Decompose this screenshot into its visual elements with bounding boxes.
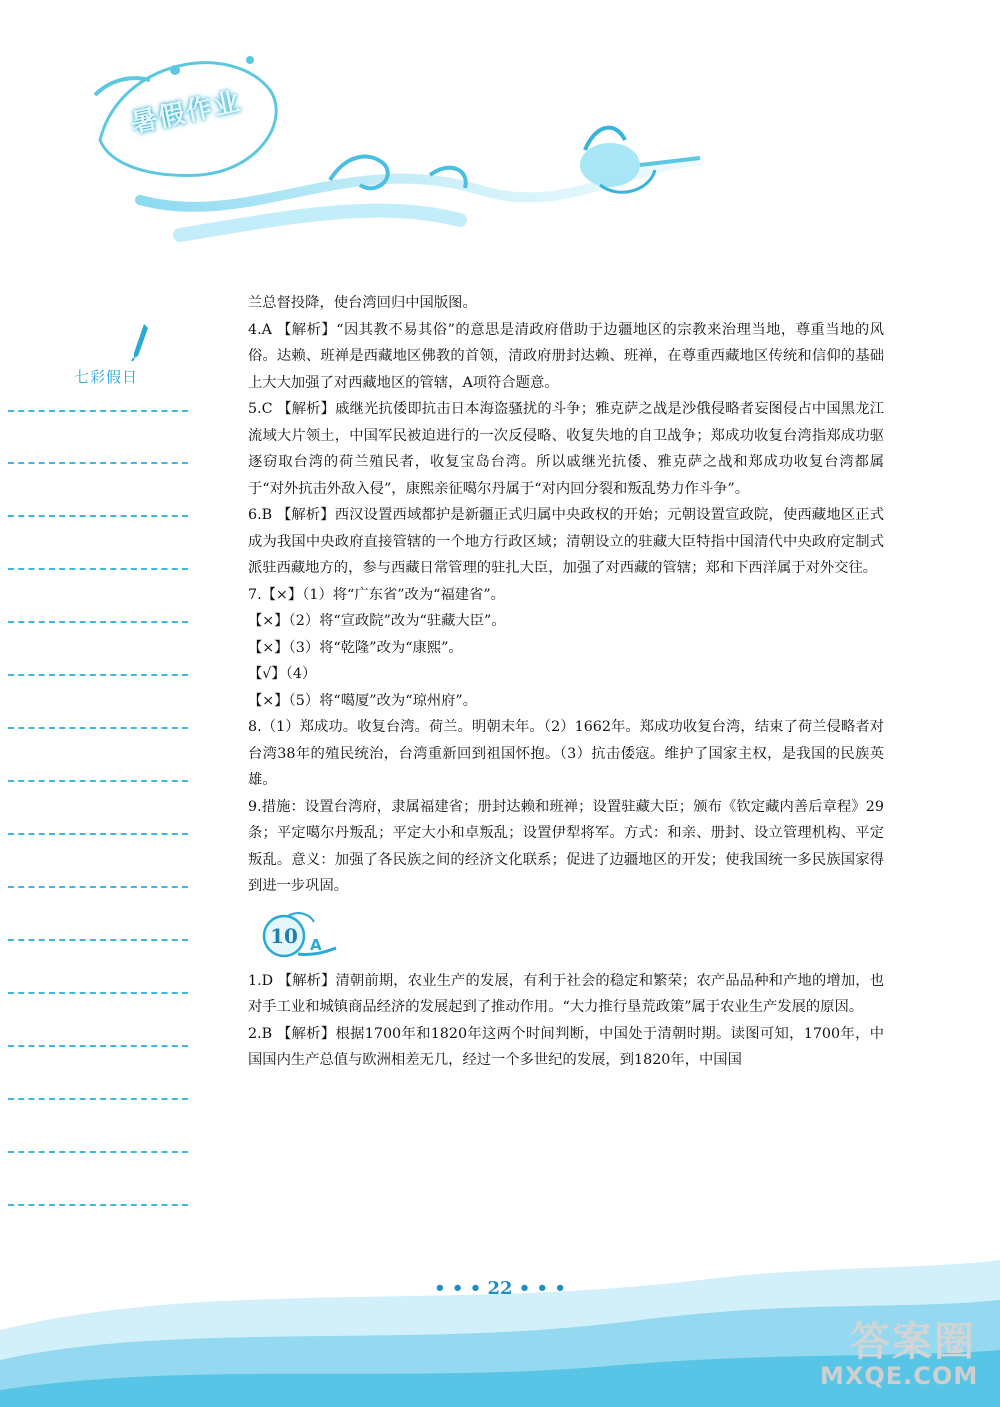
answer-paragraph: 9.措施：设置台湾府，隶属福建省；册封达赖和班禅；设置驻藏大臣；颁布《钦定藏内善后章程》29条；平定噶尔丹叛乱；平定大小和卓叛乱；设置伊犁将军。方式：和亲、册封、设立管理机构、平定叛乱。意义：加强了各民族之间的经济文化联系；促进了边疆地区的开发；使我国统一多民族国家得到进一步巩固。 (248, 798, 884, 894)
note-line (8, 992, 188, 994)
note-line (8, 1204, 188, 1206)
note-line (8, 886, 188, 888)
note-line (8, 462, 188, 464)
answer-paragraph: 2.B 【解析】根据1700年和1820年这两个时间判断，中国处于清朝时期。读图可知，1700年，中国国内生产总值与欧洲相差无几，经过一个多世纪的发展，到1820年，中国国 (248, 1025, 884, 1068)
answer-paragraph: 6.B 【解析】西汉设置西域都护是新疆正式归属中央政权的开始；元朝设置宣政院，使西藏地区正式成为我国中央政府直接管辖的一个地方行政区域；清朝设立的驻藏大臣特指中国清代中央政府定制式派驻西藏地方的，参与西藏日常管理的驻扎大臣，加强了对西藏的管辖；郑和下西洋属于对外交往。 (248, 507, 884, 576)
section-letter: A (310, 935, 322, 954)
answer-paragraph: 8.（1）郑成功。收复台湾。荷兰。明朝末年。（2）1662年。郑成功收复台湾，结束了荷兰侵略者对台湾38年的殖民统治，台湾重新回到祖国怀抱。（3）抗击倭寇。维护了国家主权，是我国的民族英雄。 (248, 719, 884, 788)
answer-paragraph: 【×】（5）将“噶厦”改为“琼州府”。 (248, 692, 478, 709)
note-line (8, 833, 188, 835)
note-line (8, 780, 188, 782)
answer-paragraph: 【×】（3）将“乾隆”改为“康熙”。 (248, 639, 463, 656)
answer-paragraph: 【√】（4） (248, 666, 317, 682)
note-line (8, 1098, 188, 1100)
page-number: • • • 22 • • • (434, 1278, 566, 1299)
section-badge-art (258, 910, 338, 960)
sidebar-label: 七彩假日 (74, 368, 139, 386)
header-title: 暑假作业 (128, 86, 245, 140)
answer-paragraph: 【×】（2）将“宣政院”改为“驻藏大臣”。 (248, 613, 506, 629)
answer-paragraph: 4.A 【解析】“因其教不易其俗”的意思是清政府借助于边疆地区的宗教来治理当地，尊重当地的风俗。达赖、班禅是西藏地区佛教的首领，清政府册封达赖、班禅，在尊重西藏地区传统和信仰的基础上大大加强了对西藏地区的管辖，A项符合题意。 (248, 321, 884, 391)
answer-paragraph: 1.D 【解析】清朝前期，农业生产的发展，有利于社会的稳定和繁荣；农产品品种和产地的增加，也对手工业和城镇商品经济的发展起到了推动作用。“大力推行垦荒政策”属于农业生产发展的原因。 (248, 972, 884, 1015)
note-line (8, 621, 188, 623)
answer-paragraph: 5.C 【解析】戚继光抗倭即抗击日本海盗骚扰的斗争；雅克萨之战是沙俄侵略者妄图侵占中国黑龙江流域大片领土，中国军民被迫进行的一次反侵略、收复失地的自卫战争；郑成功收复台湾指郑成功驱逐窃取台湾的荷兰殖民者，收复宝岛台湾。所以戚继光抗倭、雅克萨之战和郑成功收复台湾都属于“对外抗击外敌入侵”，康熙亲征噶尔丹属于“对内回分裂和叛乱势力作斗争”。 (248, 401, 884, 497)
note-line (8, 939, 188, 941)
answer-paragraph: 7.【×】（1）将“广东省”改为“福建省”。 (248, 586, 505, 603)
note-line (8, 674, 188, 676)
answer-paragraph: 兰总督投降，使台湾回归中国版图。 (248, 295, 477, 311)
note-line (8, 1151, 188, 1153)
note-line (8, 515, 188, 517)
section-number: 10 (270, 923, 298, 948)
section-badge (258, 910, 884, 960)
watermark-site: MXQE.COM (820, 1362, 979, 1390)
note-line (8, 568, 188, 570)
pen-icon (130, 322, 150, 362)
watermark-logo: 答案圈 (850, 1319, 976, 1365)
answer-content (248, 290, 884, 1074)
note-line (8, 1045, 188, 1047)
note-line (8, 410, 188, 412)
note-line (8, 727, 188, 729)
